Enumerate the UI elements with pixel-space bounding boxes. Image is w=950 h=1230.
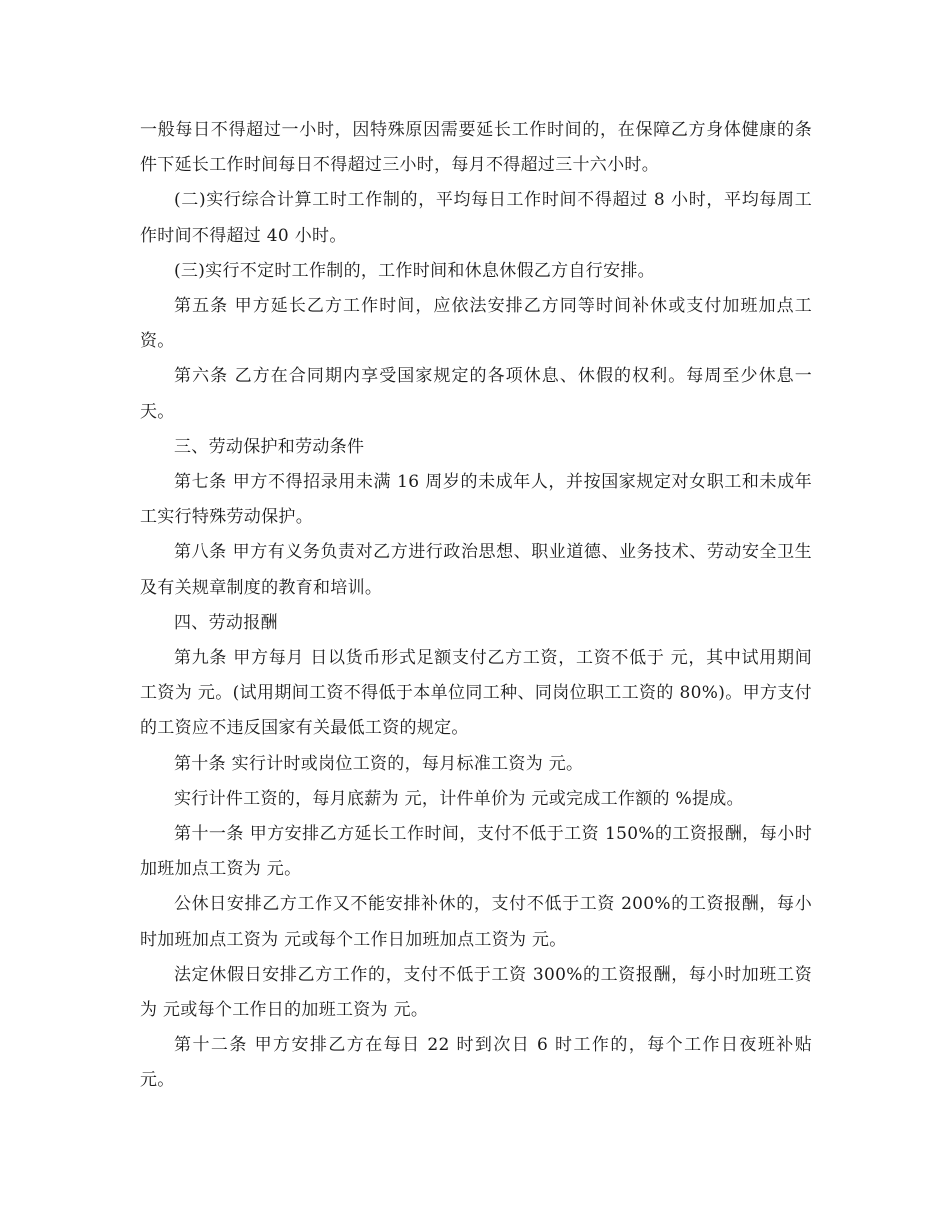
paragraph: 第十条 实行计时或岗位工资的，每月标准工资为 元。 — [174, 753, 584, 774]
paragraph: 一般每日不得超过一小时，因特殊原因需要延长工作时间的，在保障乙方身体健康的条件下延长工作时间每日不得超过三小时，每月不得超过三十六小时。 — [140, 120, 812, 176]
paragraph: 第九条 甲方每月 日以货币形式足额支付乙方工资，工资不低于 元，其中试用期间工资为 元。(试用期间工资不得低于本单位同工种、同岗位职工工资的 80%)。甲方支付的工资应不违反国家有关最低工资的规定。 — [140, 648, 812, 739]
paragraph: 第十二条 甲方安排乙方在每日 22 时到次日 6 时工作的，每个工作日夜班补贴 元。 — [140, 1035, 812, 1091]
section-heading: 三、劳动保护和劳动条件 — [174, 436, 365, 457]
paragraph: (三)实行不定时工作制的，工作时间和休息休假乙方自行安排。 — [174, 260, 655, 281]
paragraph: 法定休假日安排乙方工作的，支付不低于工资 300%的工资报酬，每小时加班工资为 元或每个工作日的加班工资为 元。 — [140, 964, 812, 1021]
paragraph: 第八条 甲方有义务负责对乙方进行政治思想、职业道德、业务技术、劳动安全卫生及有关规章制度的教育和培训。 — [140, 542, 812, 598]
paragraph: 第六条 乙方在合同期内享受国家规定的各项休息、休假的权利。每周至少休息一天。 — [140, 366, 812, 422]
paragraph: 第七条 甲方不得招录用未满 16 周岁的未成年人，并按国家规定对女职工和未成年工实行特殊劳动保护。 — [140, 472, 812, 528]
paragraph: 第十一条 甲方安排乙方延长工作时间，支付不低于工资 150%的工资报酬，每小时加班加点工资为 元。 — [140, 824, 812, 880]
document-page — [140, 113, 812, 1099]
section-heading: 四、劳动报酬 — [174, 612, 278, 633]
paragraph: 第五条 甲方延长乙方工作时间，应依法安排乙方同等时间补休或支付加班加点工资。 — [140, 296, 812, 352]
paragraph: 公休日安排乙方工作又不能安排补休的，支付不低于工资 200%的工资报酬，每小时加班加点工资为 元或每个工作日加班加点工资为 元。 — [140, 894, 812, 950]
paragraph: (二)实行综合计算工时工作制的，平均每日工作时间不得超过 8 小时，平均每周工作时间不得超过 40 小时。 — [140, 190, 812, 246]
paragraph: 实行计件工资的，每月底薪为 元，计件单价为 元或完成工作额的 %提成。 — [174, 788, 744, 809]
